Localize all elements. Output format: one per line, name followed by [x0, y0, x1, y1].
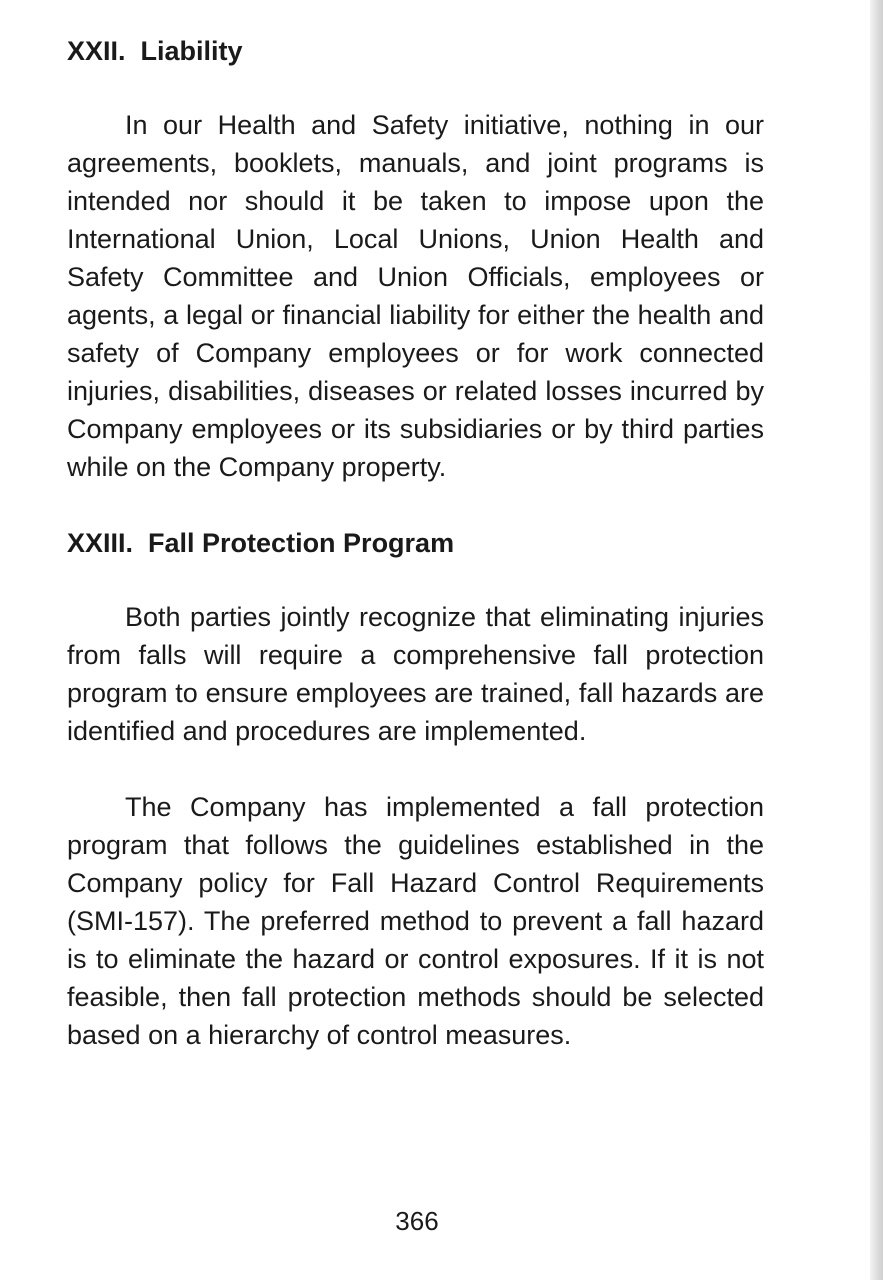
page-number: 366 [395, 1206, 439, 1236]
fall-protection-paragraph-1: Both parties jointly recognize that eliminating injuries from falls will require a comprehensive fall protection program to ensure employees are trained, fall hazards are identified and procedures are implemented. [67, 602, 764, 746]
page-edge-shadow [870, 0, 883, 1280]
section-heading-liability: XXII. Liability [67, 36, 243, 66]
fall-protection-paragraph-2: The Company has implemented a fall protection program that follows the guidelines established in the Company policy for Fall Hazard Control Requirements (SMI-157). The preferred method to prevent a fall hazard is to eliminate the hazard or control exposures. If it is not feasible, then fall protection methods should be selected based on a hierarchy of control measures. [67, 792, 764, 1050]
section-heading-fall-protection: XXIII. Fall Protection Program [67, 528, 455, 558]
liability-paragraph: In our Health and Safety initiative, nothing in our agreements, booklets, manuals, and joint programs is intended nor should it be taken to impose upon the International Union, Local Unions, Union Health and Safety Committee and Union Officials, employees or agents, a legal or financial liability for either the health and safety of Company employees or for work connected injuries, disabilities, diseases or related losses incurred by Company employees or its subsidiaries or by third parties while on the Company property. [67, 110, 764, 482]
page-content [67, 32, 764, 1054]
